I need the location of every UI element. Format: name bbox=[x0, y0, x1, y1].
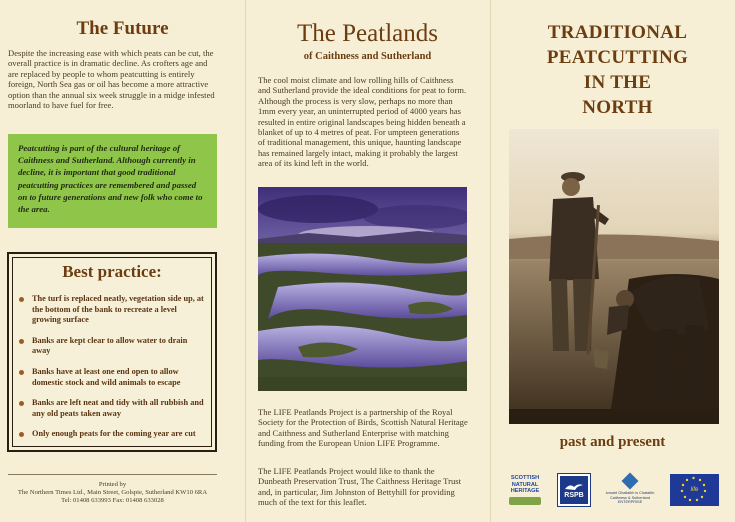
bird-icon bbox=[564, 482, 584, 492]
bullet-dot-icon bbox=[19, 297, 24, 302]
partnership-paragraph: The LIFE Peatlands Project is a partnership of the Royal Society for the Protection of Birds, Scottish Natural Heritage and Caithness and Sutherland Enterprise with matching funding from the European Union LIFE Programme. bbox=[258, 407, 468, 449]
snh-mark-icon bbox=[509, 497, 541, 505]
future-heading: The Future bbox=[76, 18, 169, 39]
cover-title bbox=[500, 20, 735, 120]
printer-address: The Northern Times Ltd., Main Street, Golspie, Sutherland KW10 6RA bbox=[17, 489, 208, 496]
peatland-landscape-photo bbox=[258, 187, 467, 391]
peatcutters-photo bbox=[509, 129, 719, 424]
best-practice-heading: Best practice: bbox=[62, 262, 162, 281]
list-item: Banks are left neat and tidy with all rubbish and any old peats taken away bbox=[19, 398, 207, 419]
peatlands-title: The Peatlands bbox=[297, 20, 438, 47]
printer-phone: Tel: 01408 633993 Fax: 01408 633028 bbox=[61, 497, 164, 504]
bullet-dot-icon bbox=[19, 339, 24, 344]
best-practice-list bbox=[19, 294, 207, 450]
cover-title-line: TRADITIONAL bbox=[547, 22, 688, 43]
eu-life-logo: life bbox=[670, 474, 719, 506]
heritage-callout: Peatcutting is part of the cultural heritage of Caithness and Sutherland. Although currently in decline, it is important that good traditional peatcutting practices are remembered and passed on to future generations and new folk who come to the area. bbox=[8, 134, 217, 228]
list-item: Banks have at least one end open to allow domestic stock and wild animals to escape bbox=[19, 367, 207, 388]
enterprise-logo: Iomairt Ghallaibh is Chataibh Caithness & Sutherland ENTERPRISE bbox=[605, 474, 655, 506]
printed-by-label: Printed by bbox=[98, 481, 127, 488]
best-practice-box bbox=[7, 252, 217, 452]
enterprise-mark-icon bbox=[622, 473, 639, 490]
bullet-dot-icon bbox=[19, 432, 24, 437]
thanks-paragraph: The LIFE Peatlands Project would like to thank the Dunbeath Preservation Trust, The Caithness Heritage Trust and, in particular, Jim Johnston of Bettyhill for providing much of the text for this leaflet. bbox=[258, 466, 461, 508]
rspb-logo: RSPB bbox=[558, 474, 590, 506]
cover-title-line: NORTH bbox=[582, 97, 653, 118]
bullet-dot-icon bbox=[19, 401, 24, 406]
future-paragraph: Despite the increasing ease with which peats can be cut, the overall practice is in dramatic decline. As crofters age and are replaced by people to whom peatcutting is entirely foreign, North Sea gas or oil has become a more attractive option than the annual six week struggle in a midge infested moorland to have fuel for free. bbox=[8, 48, 215, 111]
list-item: Only enough peats for the coming year are cut bbox=[19, 429, 207, 440]
peatlands-subtitle: of Caithness and Sutherland bbox=[303, 51, 432, 62]
snh-logo: SCOTTISH NATURAL HERITAGE bbox=[505, 474, 545, 506]
past-and-present-tagline: past and present bbox=[559, 434, 666, 450]
cover-title-line: IN THE bbox=[583, 72, 652, 93]
peatlands-intro: The cool moist climate and low rolling hills of Caithness and Sutherland provide the ideal conditions for peat to form. Although the process is very slow, perhaps no more than 1mm every year, an uninterrupted period of 4000 years has resulted in entire original landscapes being hidden beneath a blanket of up to 4 metres of peat. For umpteen generations of traditional management, this unique, haunting landscape has remained largely intact, making it probably the largest area of its kind left in the world. bbox=[258, 75, 467, 169]
divider bbox=[8, 474, 217, 475]
bullet-dot-icon bbox=[19, 370, 24, 375]
fold-line bbox=[245, 0, 246, 522]
list-item: Banks are kept clear to allow water to drain away bbox=[19, 336, 207, 357]
cover-title-line: PEATCUTTING bbox=[546, 47, 689, 68]
list-item: The turf is replaced neatly, vegetation side up, at the bottom of the bank to recreate a level growing surface bbox=[19, 294, 207, 326]
